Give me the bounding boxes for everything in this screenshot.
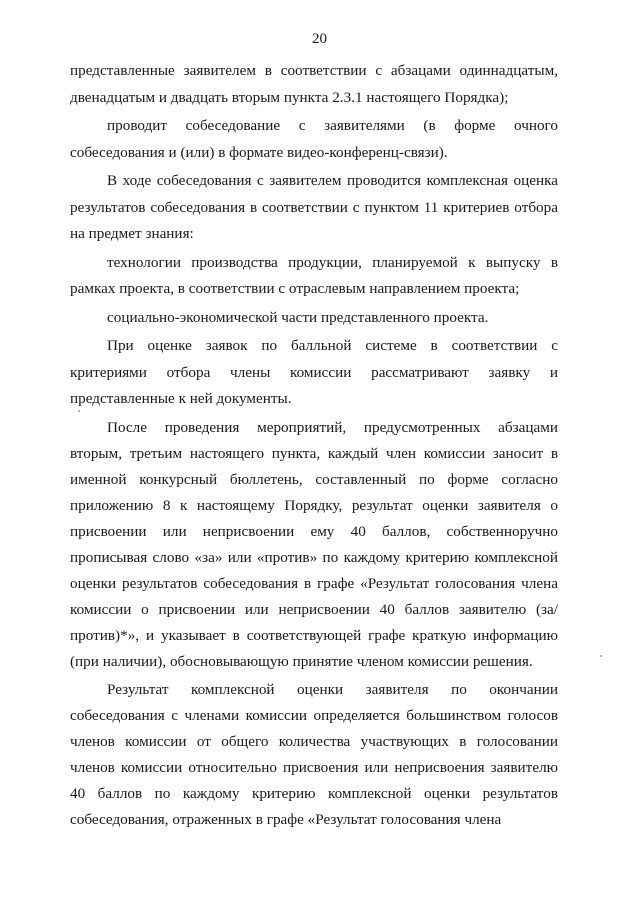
paragraph-6: При оценке заявок по балльной системе в соответствии с критериями отбора члены комиссии рассматривают заявку и представленные к ней документы. — [70, 337, 558, 407]
paragraph-8: Результат комплексной оценки заявителя по окончании собеседования с членами комиссии определяется большинством голосов членов комиссии от общего количества участвующих в голосовании членов комиссии относительно присвоения или неприсвоения заявителю 40 баллов по каждому критерию комплексной оценки результатов собеседования, отраженных в графе «Результат голосования члена — [70, 680, 558, 828]
scan-speck — [600, 655, 602, 657]
paragraph-5: социально-экономической части представленного проекта. — [107, 308, 489, 326]
paragraph-7: После проведения мероприятий, предусмотренных абзацами вторым, третьим настоящего пункта, каждый член комиссии заносит в именной конкурсный бюллетень, составленный по форме согласно приложению 8 к настоящему Порядку, результат оценки заявителя о присвоении или неприсвоении ему 40 баллов, собственноручно прописывая слово «за» или «против» по каждому критерию комплексной оценки результатов собеседования в графе «Результат голосования члена комиссии о присвоении или неприсвоении 40 баллов заявителю (за/против)*», и указывает в соответствующей графе краткую информацию (при наличии), обосновывающую принятие членом комиссии решения. — [70, 418, 558, 670]
scan-speck — [78, 410, 80, 412]
paragraph-2: проводит собеседование с заявителями (в форме очного собеседования и (или) в формате видео-конференц-связи). — [70, 117, 558, 161]
paragraph-3: В ходе собеседования с заявителем проводится комплексная оценка результатов собеседования в соответствии с пунктом 11 критериев отбора на предмет знания: — [70, 172, 558, 242]
paragraph-4: технологии производства продукции, планируемой к выпуску в рамках проекта, в соответствии с отраслевым направлением проекта; — [70, 253, 558, 297]
document-body — [70, 58, 558, 835]
paragraph-1: представленные заявителем в соответствии с абзацами одиннадцатым, двенадцатым и двадцать вторым пункта 2.3.1 настоящего Порядка); — [70, 62, 558, 106]
page-number: 20 — [312, 31, 327, 47]
